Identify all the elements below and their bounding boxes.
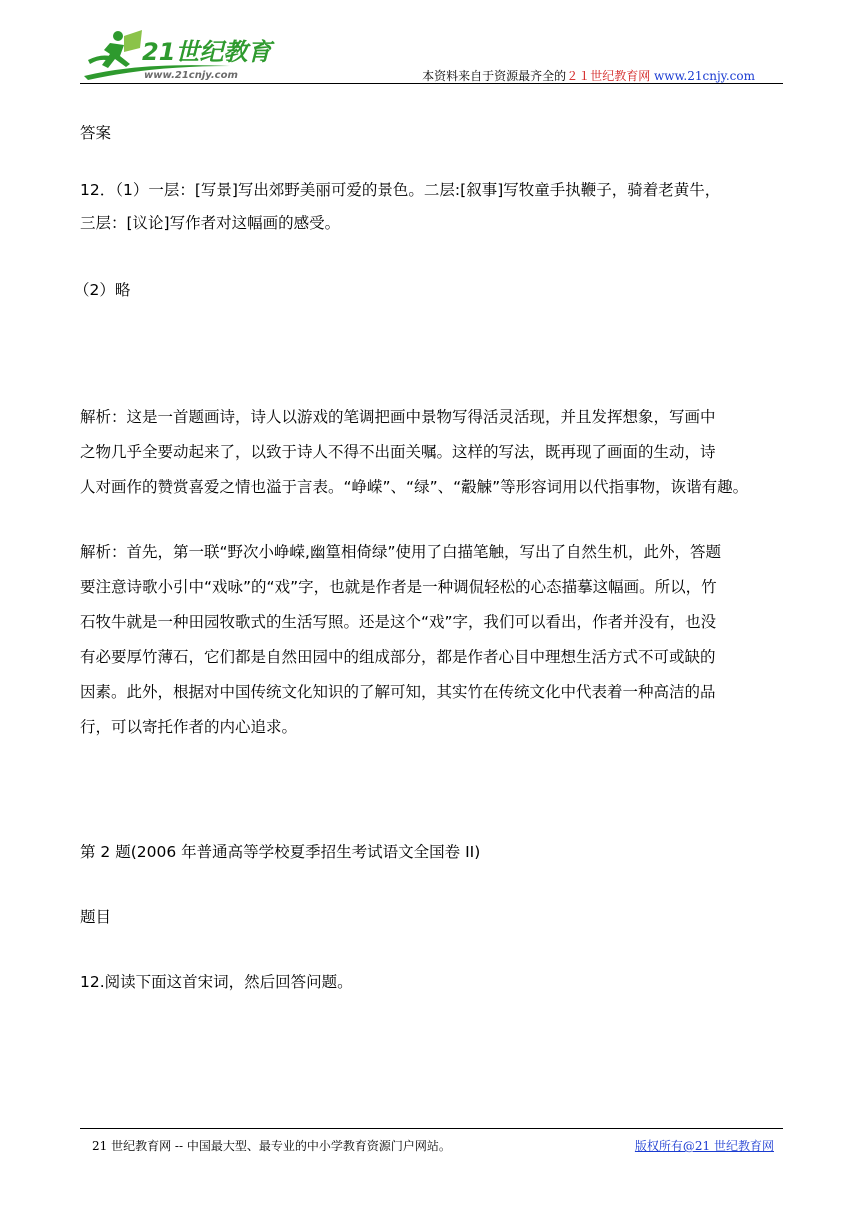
footer-divider — [80, 1128, 783, 1129]
header-note-prefix: 本资料来自于资源最齐全的 — [422, 69, 567, 83]
analysis2-line: 解析：首先，第一联“野次小峥嵘,幽篁相倚绿”使用了白描笔触，写出了自然生机，此外，答题 — [80, 543, 721, 561]
logo-brand-text: 21世纪教育 — [142, 38, 272, 66]
document-body — [74, 117, 786, 999]
header-source-note — [422, 67, 755, 84]
answer-q12-part2: （2）略 — [74, 281, 131, 299]
footer-site-description: 21 世纪教育网 -- 中国最大型、最专业的中小学教育资源门户网站。 — [92, 1139, 451, 1153]
page-header — [80, 20, 783, 84]
site-logo — [80, 26, 290, 84]
analysis2-line: 石牧牛就是一种田园牧歌式的生活写照。还是这个“戏”字，我们可以看出，作者并没有，也没 — [80, 613, 717, 631]
question-text: 12.阅读下面这首宋词，然后回答问题。 — [80, 973, 353, 991]
analysis1-line: 人对画作的赞赏喜爱之情也溢于言表。“峥嵘”、“绿”、“觳觫”等形容词用以代指事物，诙谐有趣。 — [80, 478, 749, 496]
header-note-site: ２１世纪教育网 — [566, 69, 651, 83]
analysis2-line: 要注意诗歌小引中“戏咏”的“戏”字，也就是作者是一种调侃轻松的心态描摹这幅画。所以，竹 — [80, 578, 717, 596]
footer-copyright-link[interactable]: 版权所有@21 世纪教育网 — [634, 1139, 774, 1153]
answer-q12-part1-line1: 12．（1）一层：[写景]写出郊野美丽可爱的景色。二层:[叙事]写牧童手执鞭子，骑着老黄牛， — [80, 181, 721, 199]
logo-url-text: www.21cnjy.com — [144, 70, 238, 81]
header-note-url[interactable]: www.21cnjy.com — [654, 69, 755, 83]
analysis2-line: 行，可以寄托作者的内心追求。 — [80, 718, 298, 736]
analysis1-line: 解析：这是一首题画诗，诗人以游戏的笔调把画中景物写得活灵活现，并且发挥想象，写画中 — [80, 408, 716, 426]
analysis1-line: 之物几乎全要动起来了，以致于诗人不得不出面关嘱。这样的写法，既再现了画面的生动，诗 — [80, 443, 716, 461]
analysis2-line: 有必要厚竹薄石，它们都是自然田园中的组成部分，都是作者心目中理想生活方式不可或缺的 — [80, 648, 716, 666]
question-heading: 题目 — [80, 908, 112, 926]
question2-title: 第 2 题(2006 年普通高等学校夏季招生考试语文全国卷 II) — [80, 843, 481, 861]
answer-heading: 答案 — [80, 124, 112, 142]
answer-q12-part1-line2: 三层：[议论]写作者对这幅画的感受。 — [80, 214, 341, 232]
analysis2-line: 因素。此外，根据对中国传统文化知识的了解可知，其实竹在传统文化中代表着一种高洁的品 — [80, 683, 716, 701]
header-divider — [80, 83, 783, 84]
